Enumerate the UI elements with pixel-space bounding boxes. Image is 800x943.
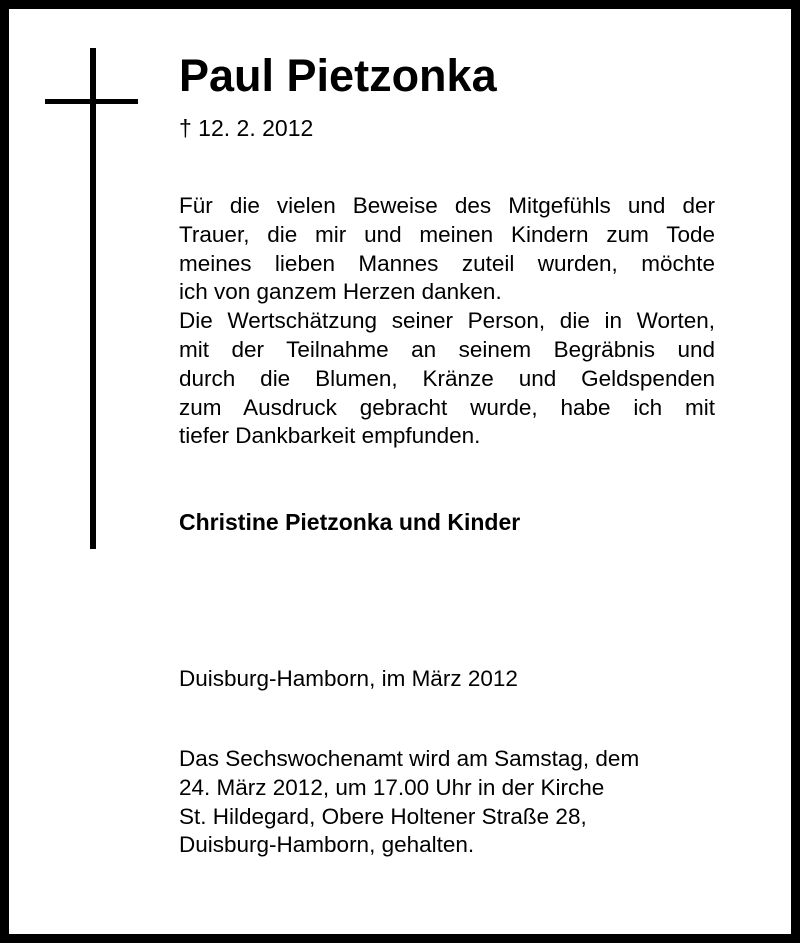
cross-horizontal-bar [45, 99, 138, 104]
notice-line: Duisburg-Hamborn, gehalten. [179, 832, 475, 858]
notice-line: St. Hildegard, Obere Holtener Straße 28, [179, 803, 587, 829]
body-line: Trauer, die mir und meinen Kindern zum Tode [179, 221, 715, 247]
thank-you-text [179, 192, 715, 451]
body-line: mit der Teilnahme an seinem Begräbnis und [179, 336, 715, 362]
body-line: durch die Blumen, Kränze und Geldspenden [179, 365, 715, 391]
notice-line: 24. März 2012, um 17.00 Uhr in der Kirche [179, 774, 605, 800]
body-line: meines lieben Mannes zuteil wurden, möchte [179, 250, 715, 276]
body-line: tiefer Dankbarkeit empfunden. [179, 423, 481, 449]
deceased-name: Paul Pietzonka [179, 50, 497, 101]
death-date: † 12. 2. 2012 [179, 115, 314, 141]
cross-vertical-bar [90, 48, 96, 549]
body-line: Die Wertschätzung seiner Person, die in Worten, [179, 308, 715, 334]
notice-line: Das Sechswochenamt wird am Samstag, dem [179, 746, 640, 771]
mass-notice [179, 745, 639, 860]
signature: Christine Pietzonka und Kinder [179, 509, 521, 535]
body-line: zum Ausdruck gebracht wurde, habe ich mit [179, 394, 715, 420]
body-line: ich von ganzem Herzen danken. [179, 279, 502, 305]
body-line: Für die vielen Beweise des Mitgefühls und der [179, 193, 715, 218]
place-and-date: Duisburg-Hamborn, im März 2012 [179, 666, 518, 691]
